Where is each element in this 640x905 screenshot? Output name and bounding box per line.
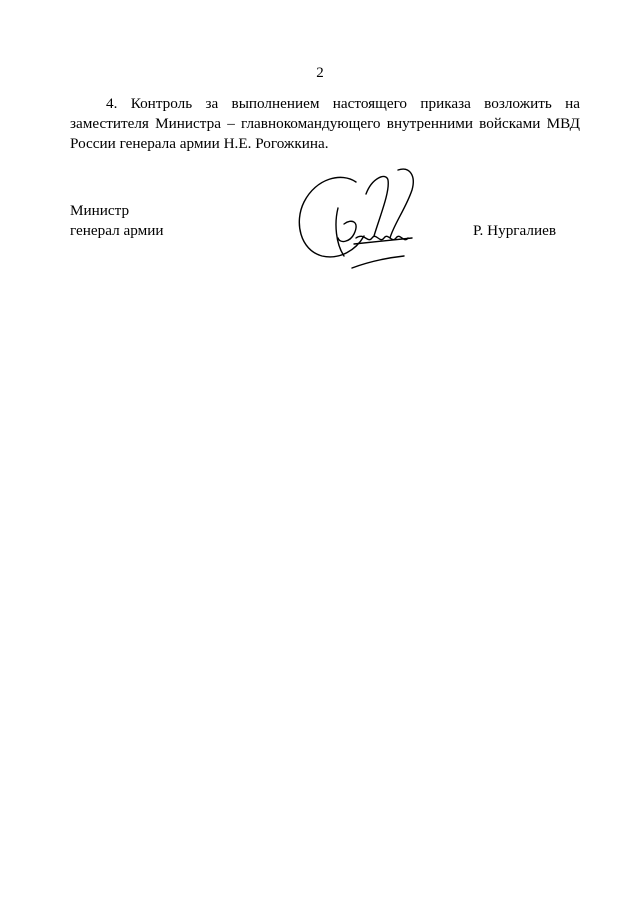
order-paragraph — [70, 94, 580, 154]
signer-title-line-2: генерал армии — [70, 222, 164, 239]
paragraph-text: Контроль за выполнением настоящего приказа возложить на заместителя Министра – главнокомандующего внутренними войсками МВД России генерала армии Н.Е. Рогожкина. — [70, 95, 580, 152]
signer-title-line-1: Министр — [70, 202, 130, 219]
page-number: 2 — [316, 65, 324, 81]
signer-name: Р. Нургалиев — [473, 222, 557, 239]
paragraph-number: 4. — [106, 95, 118, 112]
handwritten-signature — [294, 164, 424, 274]
signer-title — [70, 201, 163, 241]
